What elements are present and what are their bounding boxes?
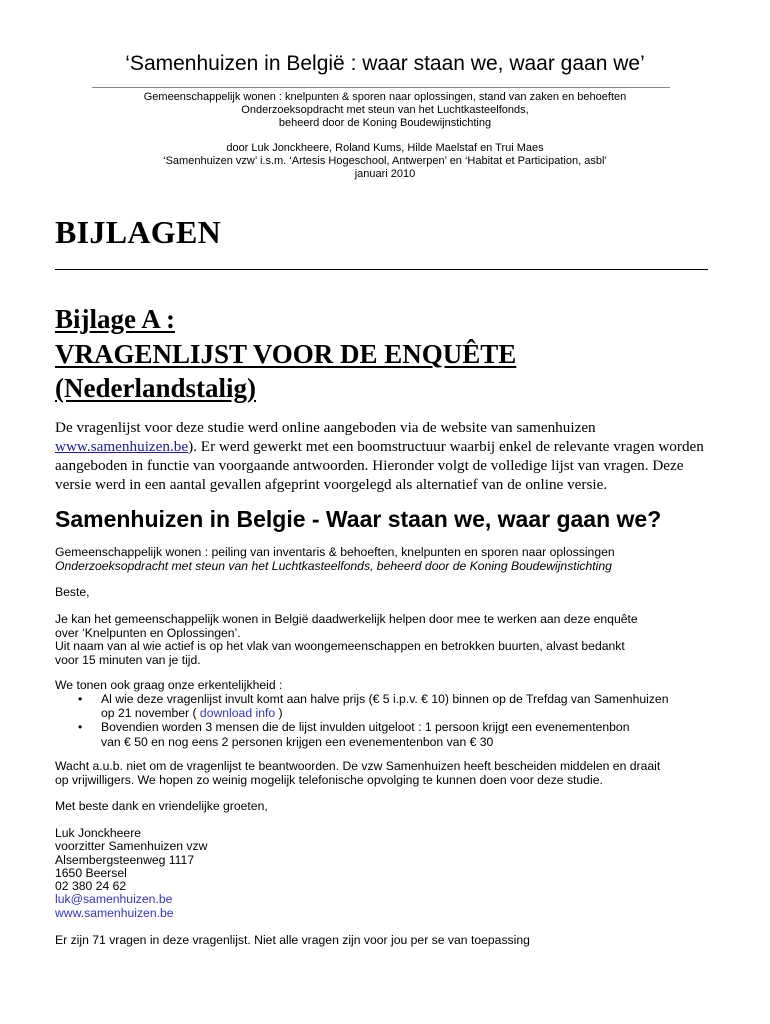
- bullet1-line2-post: ): [275, 706, 283, 720]
- intro-text-part2: ). Er werd gewerkt met een boomstructuur waarbij enkel de relevante vragen worden aangeboden in functie van voorgaande antwoorden. Hieronder volgt de volledige lijst van vragen. Deze versie werd in een aantal gevallen afgeprint voorgelegd als alternatief van de online versie.: [55, 438, 704, 493]
- survey-subtitle: Gemeenschappelijk wonen : peiling van inventaris & behoeften, knelpunten en sporen naar oplossingen: [55, 545, 615, 559]
- header-date: januari 2010: [354, 168, 416, 180]
- header-organisations: ‘Samenhuizen vzw’ i.s.m. ‘Artesis Hogeschool, Antwerpen’ en ‘Habitat et Participation, asbl’: [163, 155, 607, 167]
- signature-street: Alsembergsteenweg 1117: [55, 853, 195, 867]
- samenhuizen-website-link[interactable]: www.samenhuizen.be: [55, 438, 189, 455]
- bullet1-line1: Al wie deze vragenlijst invult komt aan halve prijs (€ 5 i.p.v. € 10) binnen op de Trefdag van Samenhuizen: [101, 692, 669, 706]
- signature-name: Luk Jonckheere: [55, 826, 142, 840]
- paragraph1-line3: Uit naam van al wie actief is op het vlak van woongemeenschappen en betrokken buurten, alvast bedankt: [55, 639, 625, 653]
- paragraph3-line1: Wacht a.u.b. niet om de vragenlijst te beantwoorden. De vzw Samenhuizen heeft bescheiden middelen en draait: [55, 759, 661, 773]
- bullet-icon: •: [78, 692, 83, 706]
- signature-website-link[interactable]: www.samenhuizen.be: [55, 906, 174, 920]
- header-authors: door Luk Jonckheere, Roland Kums, Hilde Maelstaf en Trui Maes: [226, 142, 544, 154]
- paragraph1-line1: Je kan het gemeenschappelijk wonen in België daadwerkelijk helpen door mee te werken aan deze enquête: [55, 612, 638, 626]
- closing: Met beste dank en vriendelijke groeten,: [55, 799, 268, 813]
- bullet1-line2-pre: op 21 november (: [101, 706, 200, 720]
- paragraph1-line2: over ‘Knelpunten en Oplossingen’.: [55, 626, 241, 640]
- paragraph3-line2: op vrijwilligers. We hopen zo weinig mogelijk telefonische opvolging te kunnen doen voor deze studie.: [55, 773, 603, 787]
- header-divider: [92, 87, 670, 88]
- signature-city: 1650 Beersel: [55, 866, 127, 880]
- download-info-link[interactable]: download info: [199, 706, 276, 720]
- intro-paragraph: [55, 418, 715, 494]
- paragraph2: We tonen ook graag onze erkentelijkheid :: [55, 678, 283, 692]
- header-subtitle-line2: Onderzoeksopdracht met steun van het Luchtkasteelfonds,: [241, 104, 529, 116]
- appendix-heading-line3: (Nederlandstalig): [55, 373, 256, 403]
- greeting: Beste,: [55, 585, 90, 599]
- bullet1-line2: [101, 706, 283, 721]
- signature-phone: 02 380 24 62: [55, 879, 127, 893]
- questions-count-note: Er zijn 71 vragen in deze vragenlijst. Niet alle vragen zijn voor jou per se van toepassing: [55, 933, 530, 947]
- paragraph1-line4: voor 15 minuten van je tijd.: [55, 653, 201, 667]
- appendix-heading-line1: Bijlage A :: [55, 304, 175, 334]
- intro-text-part1: De vragenlijst voor deze studie werd online aangeboden via de website van samenhuizen: [55, 419, 596, 436]
- header-title: ‘Samenhuizen in België : waar staan we, waar gaan we’: [125, 52, 645, 75]
- survey-title: Samenhuizen in Belgie - Waar staan we, waar gaan we?: [55, 506, 662, 532]
- bullet2-line2: van € 50 en nog eens 2 personen krijgen een evenementenbon van € 30: [101, 735, 494, 749]
- survey-subtitle-italic: Onderzoeksopdracht met steun van het Luchtkasteelfonds, beheerd door de Koning Boudewijnstichting: [55, 559, 612, 573]
- appendix-heading-line2: VRAGENLIJST VOOR DE ENQUÊTE: [55, 339, 517, 369]
- bullet2-line1: Bovendien worden 3 mensen die de lijst invulden uitgeloot : 1 persoon krijgt een evenementenbon: [101, 720, 630, 734]
- header-subtitle-line1: Gemeenschappelijk wonen : knelpunten & sporen naar oplossingen, stand van zaken en behoeften: [143, 91, 627, 103]
- signature-email-link[interactable]: luk@samenhuizen.be: [55, 892, 173, 906]
- page-title: BIJLAGEN: [55, 214, 221, 250]
- signature-role: voorzitter Samenhuizen vzw: [55, 839, 208, 853]
- title-divider: [55, 269, 708, 270]
- header-subtitle-line3: beheerd door de Koning Boudewijnstichting: [278, 117, 492, 129]
- bullet-icon: •: [78, 720, 83, 734]
